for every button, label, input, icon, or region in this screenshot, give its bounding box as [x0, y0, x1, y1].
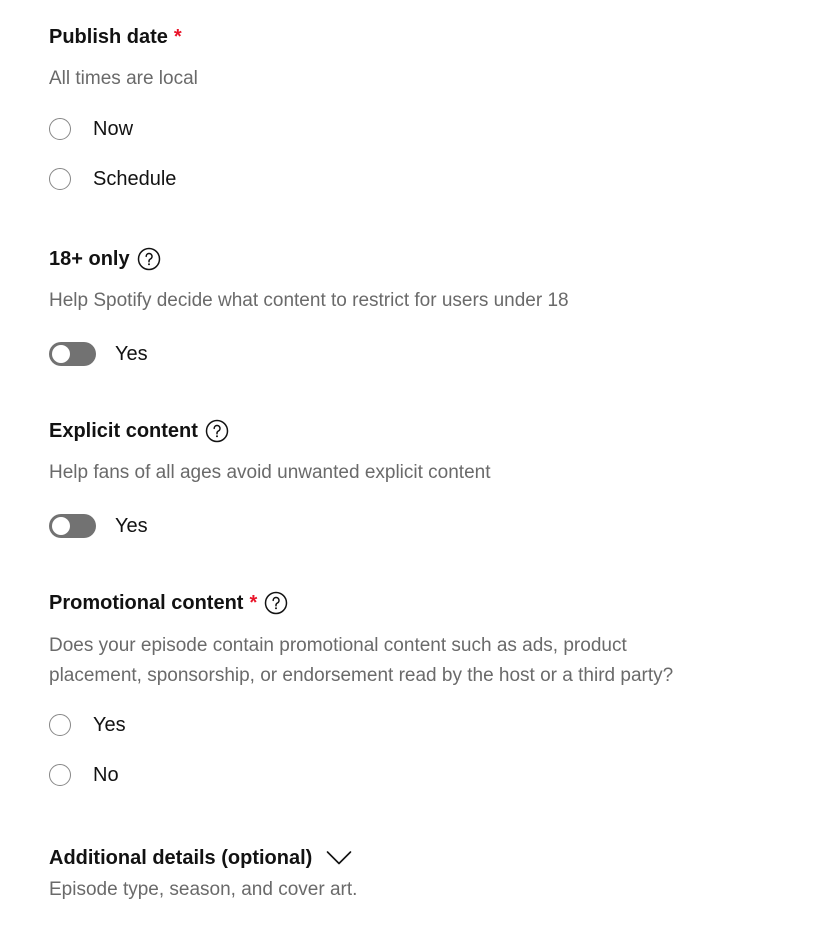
additional-details-section — [49, 844, 801, 900]
question-circle-icon[interactable] — [264, 591, 288, 615]
toggle-knob — [52, 345, 70, 363]
adult-only-toggle-row[interactable] — [49, 340, 148, 368]
required-marker: * — [173, 25, 182, 48]
toggle-label: Yes — [115, 342, 148, 365]
additional-details-heading[interactable] — [49, 844, 801, 872]
radio-label: No — [93, 763, 119, 786]
chevron-down-icon[interactable] — [326, 850, 352, 866]
explicit-toggle[interactable] — [49, 514, 96, 538]
publish-date-description: All times are local — [49, 68, 198, 89]
additional-details-title[interactable]: Additional details (optional) — [49, 846, 313, 869]
promotional-section — [49, 589, 801, 786]
radio-promotional-no[interactable] — [49, 761, 119, 789]
required-marker: * — [249, 591, 258, 614]
adult-only-section — [49, 245, 801, 365]
radio-label: Yes — [93, 713, 126, 736]
radio-now[interactable] — [49, 115, 133, 143]
radio-label: Schedule — [93, 167, 177, 190]
toggle-knob — [52, 517, 70, 535]
toggle-label: Yes — [115, 514, 148, 537]
explicit-description: Help fans of all ages avoid unwanted explicit content — [49, 462, 491, 483]
radio-button[interactable] — [49, 118, 71, 140]
question-circle-icon[interactable] — [137, 247, 161, 271]
radio-button[interactable] — [49, 714, 71, 736]
promotional-description — [49, 631, 673, 691]
radio-schedule[interactable] — [49, 165, 176, 193]
publish-date-section — [49, 23, 801, 190]
radio-button[interactable] — [49, 168, 71, 190]
additional-details-description: Episode type, season, and cover art. — [49, 879, 358, 900]
radio-button[interactable] — [49, 764, 71, 786]
publish-date-heading — [49, 23, 801, 51]
adult-only-toggle[interactable] — [49, 342, 96, 366]
adult-only-heading — [49, 245, 801, 273]
question-circle-icon[interactable] — [205, 419, 229, 443]
promotional-description-line-2: placement, sponsorship, or endorsement read by the host or a third party? — [49, 665, 674, 686]
radio-label: Now — [93, 117, 134, 140]
publish-date-title: Publish date — [49, 25, 168, 48]
promotional-title: Promotional content — [49, 591, 244, 614]
adult-only-description: Help Spotify decide what content to restrict for users under 18 — [49, 290, 569, 311]
explicit-toggle-row[interactable] — [49, 512, 148, 540]
explicit-heading — [49, 417, 801, 445]
adult-only-title: 18+ only — [49, 247, 130, 270]
promotional-heading — [49, 589, 801, 617]
explicit-title: Explicit content — [49, 419, 198, 442]
explicit-section — [49, 417, 801, 537]
promotional-description-line-1: Does your episode contain promotional content such as ads, product — [49, 635, 627, 656]
radio-promotional-yes[interactable] — [49, 711, 126, 739]
